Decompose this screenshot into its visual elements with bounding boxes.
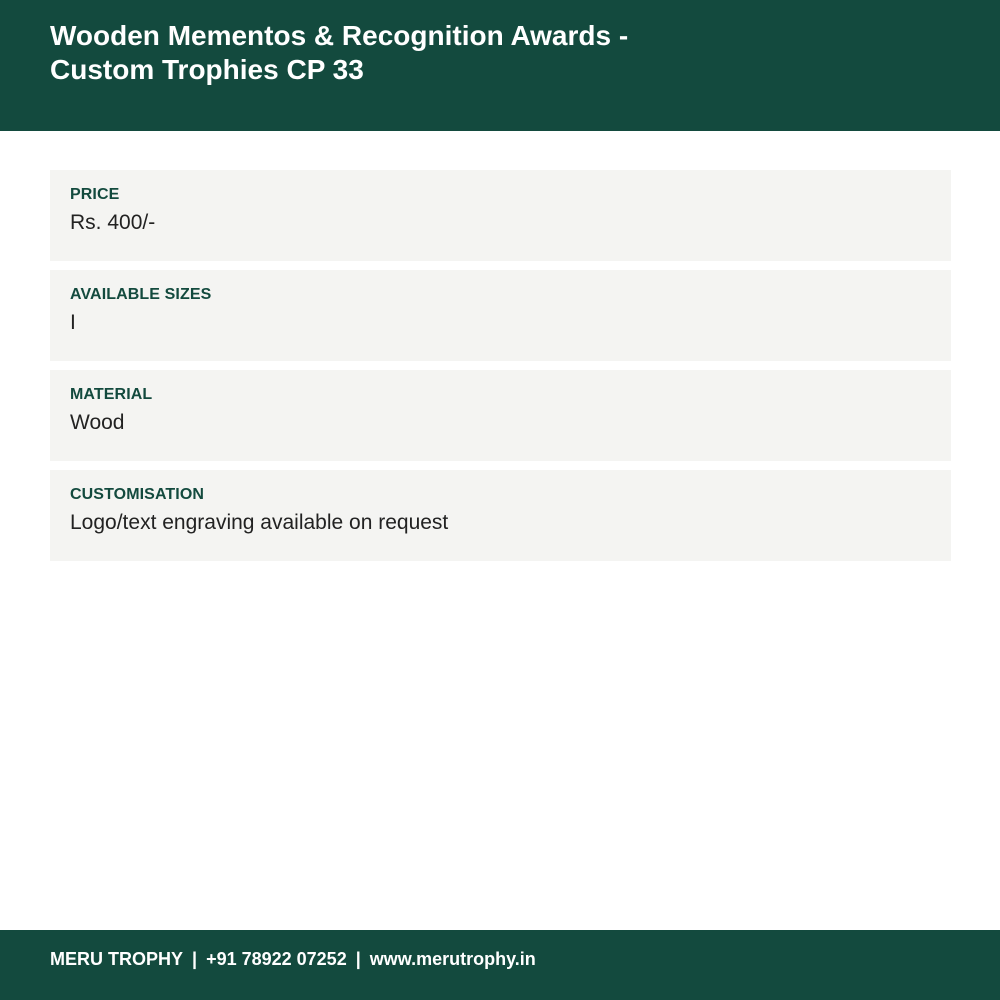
- phone-number: +91 78922 07252: [206, 949, 347, 969]
- price-label: PRICE: [70, 186, 120, 203]
- brand-name: MERU TROPHY: [50, 949, 184, 969]
- footer-bar: [0, 930, 1000, 1000]
- customisation-label: CUSTOMISATION: [70, 486, 205, 503]
- product-details: [50, 170, 951, 570]
- footer-separator: |: [192, 949, 198, 969]
- customisation-card: [50, 470, 951, 561]
- price-value: Rs. 400/-: [70, 211, 156, 234]
- footer-separator: |: [355, 949, 361, 969]
- material-card: [50, 370, 951, 461]
- material-value: Wood: [70, 411, 125, 434]
- page-title-line-1: Wooden Mementos & Recognition Awards -: [50, 20, 629, 51]
- page-title-line-2: Custom Trophies CP 33: [50, 54, 364, 85]
- sizes-label: AVAILABLE SIZES: [70, 286, 212, 303]
- price-card: [50, 170, 951, 261]
- website-link: www.merutrophy.in: [369, 949, 536, 969]
- material-label: MATERIAL: [70, 386, 153, 403]
- sizes-card: [50, 270, 951, 361]
- customisation-value: Logo/text engraving available on request: [70, 511, 449, 534]
- header-banner: [0, 0, 1000, 131]
- sizes-value: I: [70, 311, 76, 334]
